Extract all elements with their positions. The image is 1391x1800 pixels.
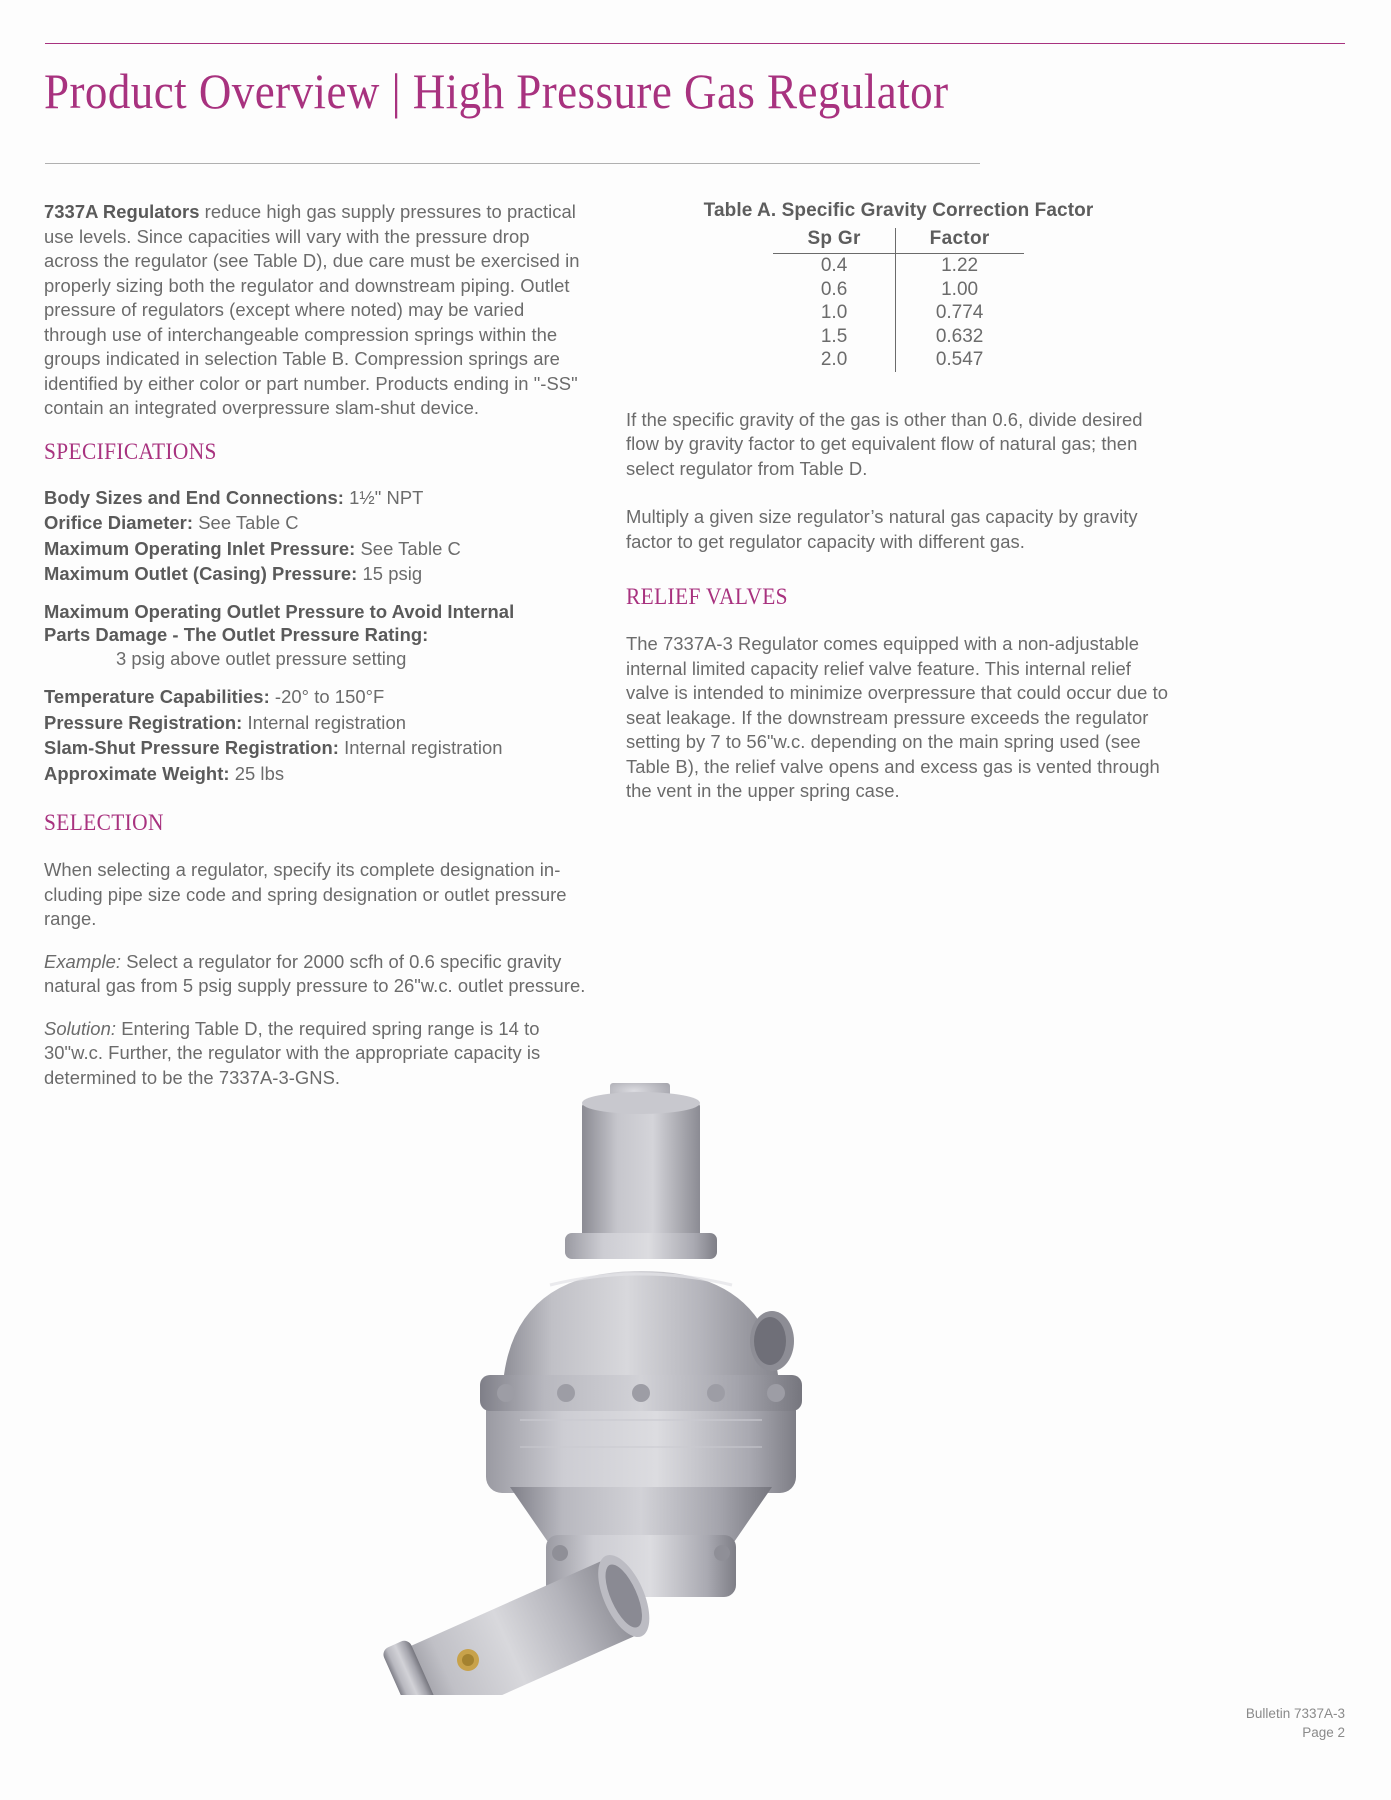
spec-label-line-2: Parts Damage - The Outlet Pressure Rating: [44,623,429,645]
regulator-illustration [360,1075,960,1695]
casing-bolt [632,1384,650,1402]
spec-value: Internal registration [242,711,406,733]
spec-row [44,710,589,736]
table-cell-factor: 0.632 [935,325,984,347]
inlet-pipe-group [381,1543,662,1695]
table-cell-sp-gr: 2.0 [773,348,895,372]
casing-bolt [767,1384,785,1402]
table-row [773,278,1023,302]
intro-bold: 7337A Regulators [44,201,200,222]
relief-valves-heading: RELIEF VALVES [626,584,788,609]
table-cell-factor: 1.00 [941,278,979,300]
spec-value: See Table C [355,537,461,559]
gravity-note-paragraph: If the specific gravity of the gas is other than 0.6, divide desired flow by gravity factor to get equivalent flow of natural gas; then select regulator from Table D. [626,408,1143,479]
spec-value: 1½" NPT [343,486,424,508]
table-cell-factor: 0.774 [935,302,984,323]
spring-case-flange [565,1233,717,1259]
selection-paragraph: When selecting a regulator, specify its complete designation in-cluding pipe size code and spring designation or outlet pressure range. [44,859,567,929]
specifications-list [44,485,589,787]
header-top-rule [45,43,1345,44]
table-a-grid [773,228,1023,372]
relief-valves-paragraph: The 7337A-3 Regulator comes equipped with a non-adjustable internal limited capacity relief valve feature. This internal relief valve is intended to minimize overpressure that could occur due to seat leakage. If the downstream pressure exceeds the regulator setting by 7 to 56"w.c. depending on the main spring used (see Table B), the relief valve opens and excess gas is vented through the vent in the upper spring case. [626,633,1169,801]
spec-label: Pressure Registration: [44,711,243,733]
table-row [773,348,1023,372]
spec-row [44,735,589,761]
intro-paragraph [44,200,589,421]
table-cell-factor: 1.22 [941,255,979,276]
table-col-header-factor: Factor [895,228,1023,254]
spec-value: -20° to 150°F [269,686,385,707]
table-row [773,301,1023,325]
intro-rest: reduce high gas supply pressures to practical use levels. Since capacities will vary with the pressure drop across the regulator (see Table D), due care must be exercised in properly sizing both the regulator and downstream piping. Outlet pressure of regulators (except where noted) may be varied through use of interchangeable compression springs within the groups indicated in selection Table B. Compression springs are identified by either color or part number. Products ending in "-SS" contain an integrated overpressure slam-shut device. [44,201,580,418]
spec-value: 15 psig [357,563,423,584]
brass-drain-plug-center [462,1654,474,1666]
spec-label: Slam-Shut Pressure Registration: [44,737,339,758]
spec-value-indented: 3 psig above outlet pressure setting [116,647,407,669]
body-bolt [714,1545,730,1561]
casing-bolt [497,1384,515,1402]
selection-heading: SELECTION [44,810,164,835]
table-a [626,200,1171,372]
footer-page-number: Page 2 [1302,1725,1345,1740]
spec-row [44,536,589,562]
table-row [773,325,1023,349]
footer-bulletin: Bulletin 7337A-3 [1245,1706,1345,1721]
solution-text: Entering Table D, the required spring range is 14 to 30"w.c. Further, the regulator with the appropriate capacity is determined to be the 7337A-3-GNS. [44,1017,541,1088]
specifications-heading: SPECIFICATIONS [44,438,217,464]
page-title: Product Overview | High Pressure Gas Regulator [44,63,949,119]
product-image [360,1075,960,1695]
spec-row [44,761,589,787]
solution-label: Solution: [44,1017,117,1039]
spec-row [44,485,589,511]
table-col-header-sp-gr: Sp Gr [773,228,895,254]
example-label: Example: [44,950,122,972]
body-bolt [552,1545,568,1561]
footer [1246,1704,1345,1742]
spec-label: Approximate Weight: [44,762,230,784]
table-cell-factor: 0.547 [935,349,984,370]
spec-label: Temperature Capabilities: [44,686,270,707]
spec-row-multiline [44,600,589,672]
spec-value: 25 lbs [229,762,285,784]
header-bottom-rule [45,163,980,164]
right-column [626,200,1171,822]
table-cell-sp-gr: 1.0 [773,301,895,325]
example-paragraph [44,950,589,999]
example-text: Select a regulator for 2000 scfh of 0.6 specific gravity natural gas from 5 psig supply pressure to 26"w.c. outlet pressure. [44,950,586,996]
spec-label: Orifice Diameter: [44,512,194,533]
casing-bolt [557,1384,575,1402]
vent-screen-mesh [754,1317,786,1365]
spec-label: Maximum Operating Inlet Pressure: [44,537,356,559]
specifications-list-2 [44,684,589,786]
spring-case-top-ellipse [582,1092,700,1114]
table-cell-sp-gr: 0.6 [773,278,895,302]
spec-value: See Table C [193,512,299,533]
spec-row [44,684,589,710]
spec-row [44,561,589,587]
spec-value: Internal registration [338,737,503,758]
upper-spring-case [582,1101,700,1241]
table-header-row [773,228,1023,254]
table-row [773,254,1023,278]
multiply-note-paragraph: Multiply a given size regulator’s natural gas capacity by gravity factor to get regulator capacity with different gas. [626,506,1138,552]
spec-row [44,510,589,536]
spec-label: Body Sizes and End Connections: [44,486,344,508]
left-column [44,200,589,1108]
table-cell-sp-gr: 1.5 [773,325,895,349]
spacer [626,372,1171,408]
table-cell-sp-gr: 0.4 [773,254,895,278]
table-a-title: Table A. Specific Gravity Correction Factor [703,200,1094,221]
spec-label: Maximum Outlet (Casing) Pressure: [44,563,358,584]
casing-bolt [707,1384,725,1402]
spec-label-line-1: Maximum Operating Outlet Pressure to Avoid Internal [44,600,515,622]
